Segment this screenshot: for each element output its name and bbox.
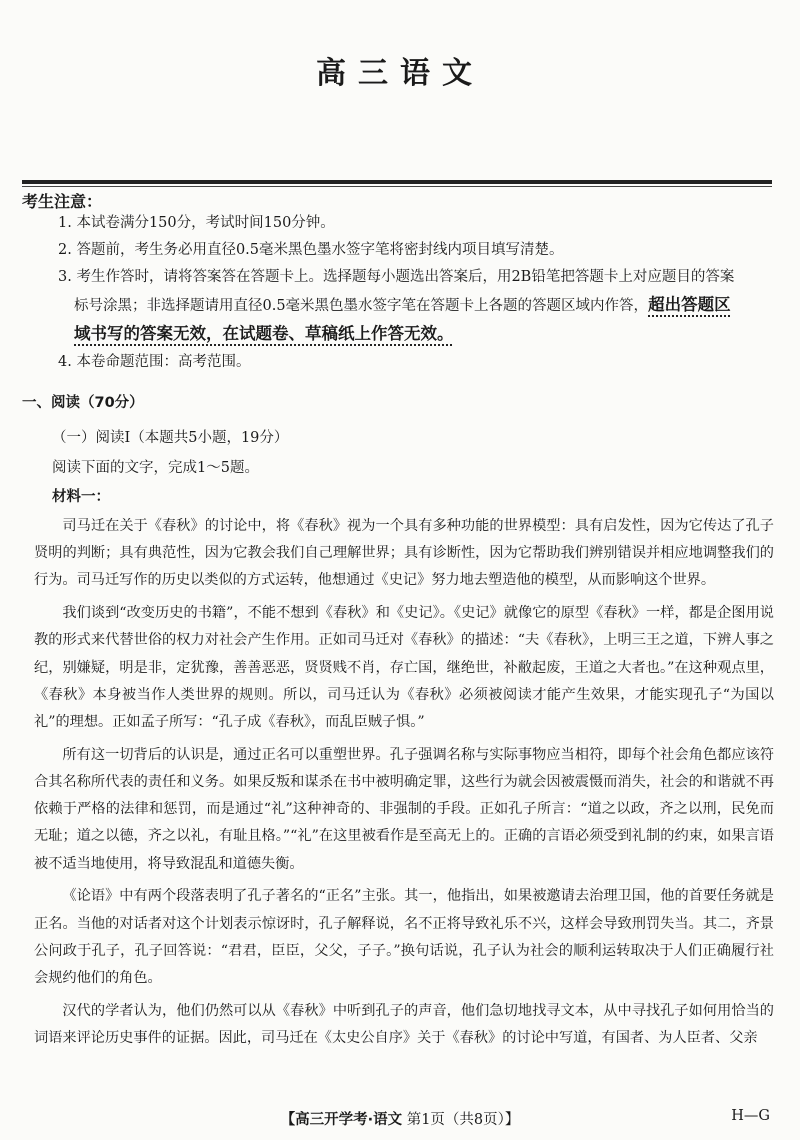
header-divider-thick (22, 180, 772, 184)
passage-paragraph: 我们谈到“改变历史的书籍”，不能不想到《春秋》和《史记》。《史记》就像它的原型《春秋》一样，都是企图用说教的形式来代替世俗的权力对社会产生作用。正如司马迁对《春秋》的描述：“夫《春秋》，上明三王之道，下辨人事之纪，别嫌疑，明是非，定犹豫，善善恶恶，贤贤贱不肖，存亡国，继绝世，补敝起废，王道之大者也。”在这种观点里，《春秋》本身被当作人类世界的规则。所以，司马迁认为《春秋》必须被阅读才能产生效果，才能实现孔子“为国以礼”的理想。正如孟子所写：“孔子成《春秋》，而乱臣贼子惧。” (34, 605, 774, 731)
notice-item-continuation (58, 320, 778, 349)
instruction-text: 阅读下面的文字，完成1～5题。 (52, 460, 259, 476)
footer-exam-name: 【高三开学考·语文 (280, 1112, 403, 1128)
notice-item3-text: 标号涂黑；非选择题请用直径0.5毫米黑色墨水签字笔在答题卡上各题的答题区域内作答， (74, 298, 649, 314)
passage-paragraph: 《论语》中有两个段落表明了孔子著名的“正名”主张。其一，他指出，如果被邀请去治理卫国，他的首要任务就是正名。当他的对话者对这个计划表示惊讶时，孔子解释说，名不正将导致礼乐不兴，这样会导致刑罚失当。其二，齐景公问政于孔子，孔子回答说：“君君，臣臣，父父，子子。”换句话说，孔子认为社会的顺利运转取决于人们正确履行社会规约他们的角色。 (34, 888, 774, 987)
notice-heading: 考生注意： (22, 192, 103, 211)
passage-paragraph: 司马迁在关于《春秋》的讨论中，将《春秋》视为一个具有多种功能的世界模型：具有启发性，因为它传达了孔子贤明的判断；具有典范性，因为它教会我们自己理解世界；具有诊断性，因为它帮助我们辨别错误并相应地调整我们的行为。司马迁写作的历史以类似的方式运转，他想通过《史记》努力地去塑造他的模型，从而影响这个世界。 (34, 518, 774, 589)
material-label: 材料一： (52, 489, 110, 505)
footer-page-number: 第1页（共8页）】 (406, 1112, 520, 1128)
notice-item: 3. 考生作答时，请将答案答在答题卡上。选择题每小题选出答案后，用2B铅笔把答题卡上对应题目的答案 (58, 269, 735, 285)
notice-item: 2. 答题前，考生务必用直径0.5毫米黑色墨水签字笔将密封线内项目填写清楚。 (58, 242, 564, 258)
passage-paragraph: 汉代的学者认为，他们仍然可以从《春秋》中听到孔子的声音，他们急切地找寻文本，从中寻找孔子如何用恰当的词语来评论历史事件的证据。因此，司马迁在《太史公自序》关于《春秋》的讨论中写道，有国者、为人臣者、父亲 (34, 1002, 774, 1047)
header-divider-thin (22, 186, 772, 187)
passage-paragraph: 所有这一切背后的认识是，通过正名可以重塑世界。孔子强调名称与实际事物应当相符，即每个社会角色都应该符合其名称所代表的责任和义务。如果反叛和谋杀在书中被明确定罪，这些行为就会因被震慑而消失，社会的和谐就不再依赖于严格的法律和惩罚，而是通过“礼”这种神奇的、非强制的手段。正如孔子所言：“道之以政，齐之以刑，民免而无耻；道之以德，齐之以礼，有耻且格。”“礼”在这里被看作是至高无上的。正确的言语必须受到礼制的约束，如果言语被不适当地使用，将导致混乱和道德失衡。 (34, 746, 774, 872)
notice-item: 4. 本卷命题范围：高考范围。 (58, 354, 251, 370)
notice-emphasis: 域书写的答案无效，在试题卷、草稿纸上作答无效。 (74, 324, 454, 343)
page-title: 高三语文 (316, 56, 484, 91)
reading-passage (34, 513, 774, 1058)
notice-list (58, 210, 778, 376)
subsection-heading: （一）阅读Ⅰ（本题共5小题，19分） (52, 430, 289, 446)
notice-emphasis: 超出答题区 (648, 295, 731, 314)
page-footer (0, 1108, 800, 1129)
notice-item: 1. 本试卷满分150分，考试时间150分钟。 (58, 215, 335, 231)
section-heading: 一、阅读（70分） (22, 395, 144, 411)
notice-item-continuation (58, 291, 778, 320)
paper-code: H—G (731, 1108, 770, 1124)
